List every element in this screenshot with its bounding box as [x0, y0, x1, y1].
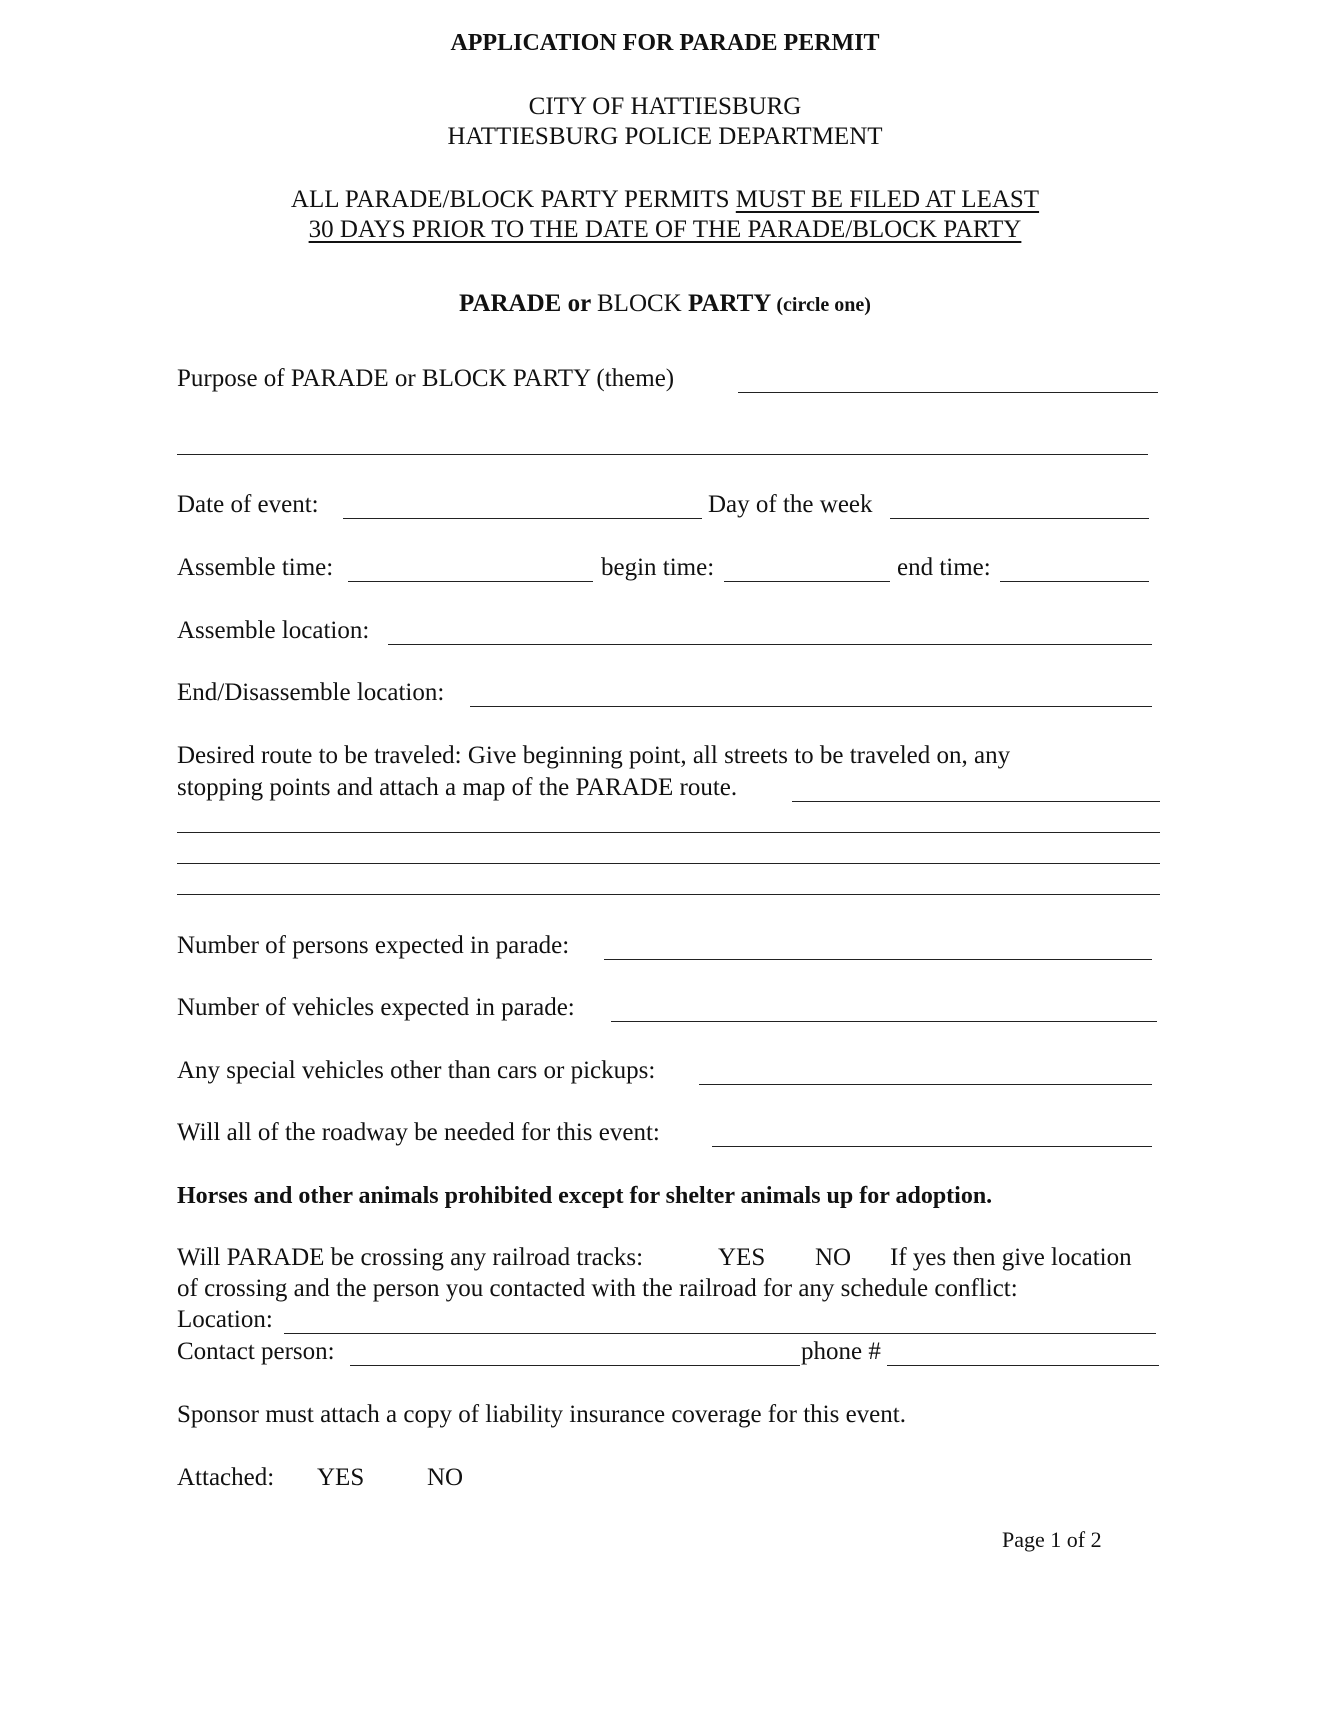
attached-label: Attached: — [177, 1464, 275, 1491]
filing-notice-text: ALL PARADE/BLOCK PARTY PERMITS — [290, 186, 736, 213]
begin-time-label: begin time: — [601, 554, 715, 581]
phone-field[interactable] — [887, 1365, 1159, 1366]
insurance-statement: Sponsor must attach a copy of liability insurance coverage for this event. — [177, 1401, 906, 1428]
railroad-yes-option[interactable]: YES — [718, 1244, 766, 1271]
phone-label: phone # — [801, 1338, 881, 1365]
assemble-time-label: Assemble time: — [177, 554, 334, 581]
route-instructions-line1: Desired route to be traveled: Give beginning point, all streets to be traveled on, any — [177, 742, 1011, 769]
end-time-field[interactable] — [1000, 581, 1149, 582]
choice-party[interactable]: PARTY — [681, 290, 772, 317]
animals-notice: Horses and other animals prohibited except for shelter animals up for adoption. — [177, 1183, 993, 1209]
roadway-label: Will all of the roadway be needed for this event: — [177, 1119, 660, 1146]
page-number: Page 1 of 2 — [1002, 1527, 1102, 1552]
assemble-location-label: Assemble location: — [177, 617, 370, 644]
vehicles-label: Number of vehicles expected in parade: — [177, 994, 575, 1021]
purpose-field-line2[interactable] — [177, 454, 1148, 455]
form-title: APPLICATION FOR PARADE PERMIT — [450, 30, 880, 56]
end-time-label: end time: — [897, 554, 991, 581]
assemble-location-field[interactable] — [388, 644, 1152, 645]
day-of-week-field[interactable] — [890, 518, 1149, 519]
route-field[interactable] — [792, 801, 1160, 802]
railroad-question: Will PARADE be crossing any railroad tracks: — [177, 1244, 644, 1271]
purpose-field[interactable] — [738, 392, 1158, 393]
railroad-follow-instructions: If yes then give location — [890, 1244, 1132, 1271]
contact-person-label: Contact person: — [177, 1338, 335, 1365]
crossing-location-field[interactable] — [284, 1333, 1156, 1334]
choice-parade[interactable]: PARADE — [459, 290, 562, 317]
contact-person-field[interactable] — [350, 1365, 800, 1366]
attached-yes-option[interactable]: YES — [317, 1464, 365, 1491]
day-of-week-label: Day of the week — [708, 491, 873, 518]
department-name: HATTIESBURG POLICE DEPARTMENT — [447, 123, 883, 150]
attached-no-option[interactable]: NO — [427, 1464, 464, 1491]
route-field-line2[interactable] — [177, 832, 1160, 833]
city-name: CITY OF HATTIESBURG — [528, 93, 802, 120]
choice-block[interactable]: BLOCK — [597, 290, 682, 317]
end-location-field[interactable] — [470, 706, 1152, 707]
date-label: Date of event: — [177, 491, 319, 518]
filing-deadline-emphasis-2: 30 DAYS PRIOR TO THE DATE OF THE PARADE/BLOCK PARTY — [308, 216, 1022, 243]
persons-label: Number of persons expected in parade: — [177, 932, 570, 959]
special-vehicles-label: Any special vehicles other than cars or pickups: — [177, 1057, 656, 1084]
route-field-line3[interactable] — [177, 863, 1160, 864]
date-field[interactable] — [343, 518, 702, 519]
purpose-label: Purpose of PARADE or BLOCK PARTY (theme) — [177, 365, 675, 392]
choice-or: or — [561, 290, 597, 317]
filing-deadline-emphasis: MUST BE FILED AT LEAST — [735, 186, 1040, 213]
roadway-field[interactable] — [712, 1146, 1152, 1147]
filing-notice-line1 — [0, 185, 1330, 215]
route-field-line4[interactable] — [177, 894, 1160, 895]
assemble-time-field[interactable] — [348, 581, 593, 582]
filing-notice-line2 — [0, 215, 1330, 245]
special-vehicles-field[interactable] — [699, 1084, 1152, 1085]
persons-field[interactable] — [604, 959, 1152, 960]
route-instructions-line2: stopping points and attach a map of the PARADE route. — [177, 774, 738, 801]
begin-time-field[interactable] — [724, 581, 890, 582]
crossing-location-label: Location: — [177, 1306, 273, 1333]
vehicles-field[interactable] — [611, 1021, 1157, 1022]
circle-one-hint: (circle one) — [771, 294, 871, 316]
railroad-no-option[interactable]: NO — [815, 1244, 852, 1271]
railroad-instructions-line2: of crossing and the person you contacted with the railroad for any schedule conflict: — [177, 1275, 1018, 1302]
event-type-choice — [0, 289, 1330, 320]
end-location-label: End/Disassemble location: — [177, 679, 445, 706]
